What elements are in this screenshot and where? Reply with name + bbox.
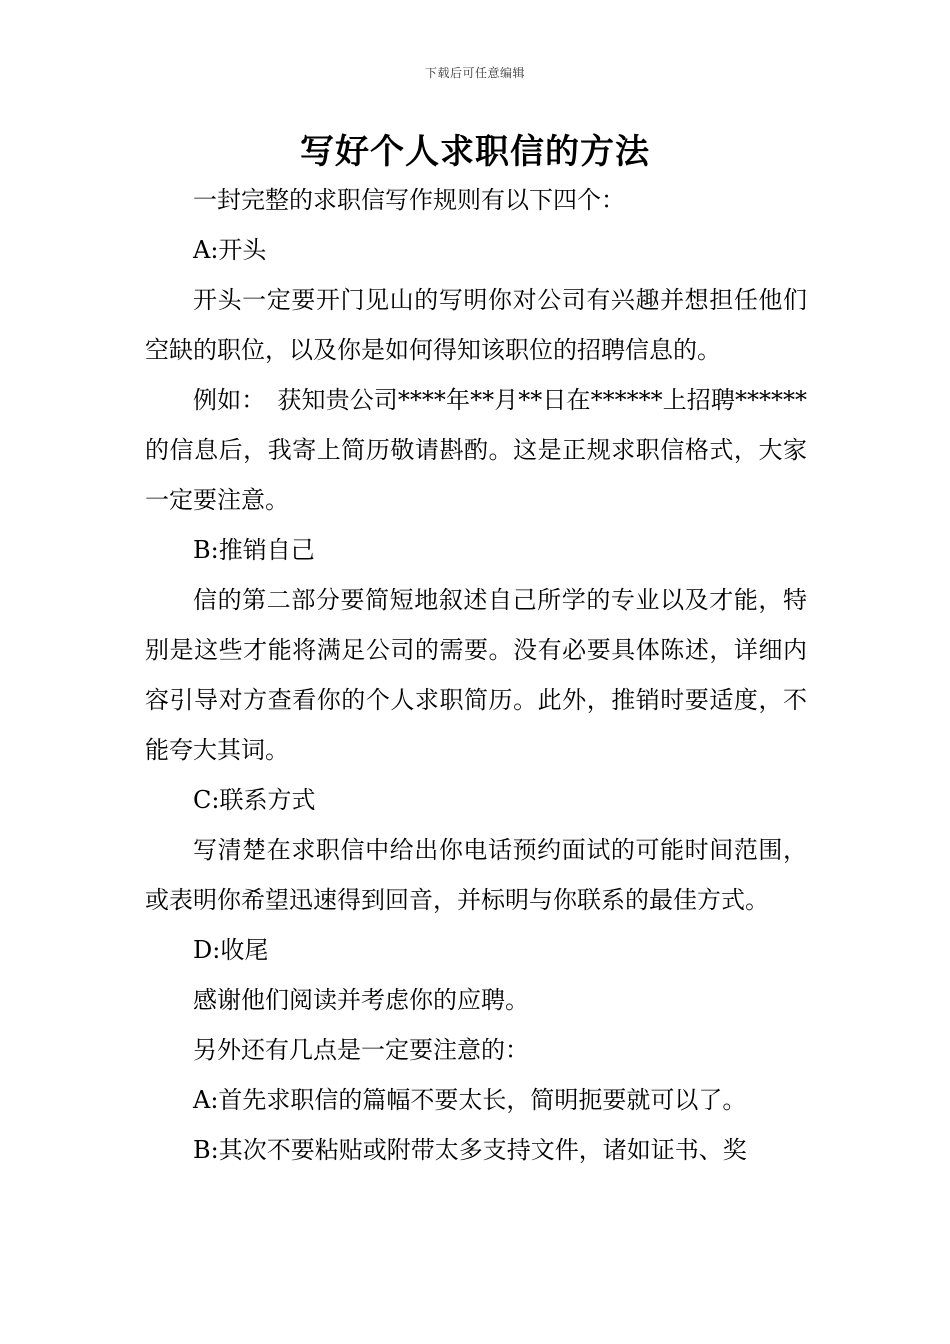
paragraph-example: 例如： 获知贵公司****年**月**日在******上招聘******的信息后，我寄上简历敬请斟酌。这是正规求职信格式，大家一定要注意。 bbox=[145, 386, 807, 514]
paragraph-intro: 一封完整的求职信写作规则有以下四个： bbox=[193, 186, 625, 214]
paragraph-contact: 写清楚在求职信中给出你电话预约面试的可能时间范围，或表明你希望迅速得到回音，并标明与你联系的最佳方式。 bbox=[145, 836, 807, 914]
section-heading-closing: D:收尾 bbox=[193, 936, 269, 964]
paragraph-notes-intro: 另外还有几点是一定要注意的： bbox=[193, 1036, 529, 1064]
section-heading-opening: A:开头 bbox=[193, 236, 267, 264]
paragraph-opening: 开头一定要开门见山的写明你对公司有兴趣并想担任他们空缺的职位，以及你是如何得知该职位的招聘信息的。 bbox=[145, 286, 807, 364]
paragraph-self-promotion: 信的第二部分要简短地叙述自己所学的专业以及才能，特别是这些才能将满足公司的需要。没有必要具体陈述，详细内容引导对方查看你的个人求职简历。此外，推销时要适度，不能夸大其词。 bbox=[145, 586, 807, 764]
document-body bbox=[145, 175, 807, 1175]
section-heading-contact: C:联系方式 bbox=[193, 786, 316, 814]
page-header-note: 下载后可任意编辑 bbox=[424, 66, 525, 80]
document-title: 写好个人求职信的方法 bbox=[300, 132, 650, 172]
paragraph-note-a: A:首先求职信的篇幅不要太长，简明扼要就可以了。 bbox=[193, 1086, 747, 1114]
paragraph-note-b: B:其次不要粘贴或附带太多支持文件，诸如证书、奖 bbox=[193, 1136, 747, 1164]
section-heading-self-promotion: B:推销自己 bbox=[193, 536, 315, 564]
paragraph-closing: 感谢他们阅读并考虑你的应聘。 bbox=[193, 986, 529, 1014]
